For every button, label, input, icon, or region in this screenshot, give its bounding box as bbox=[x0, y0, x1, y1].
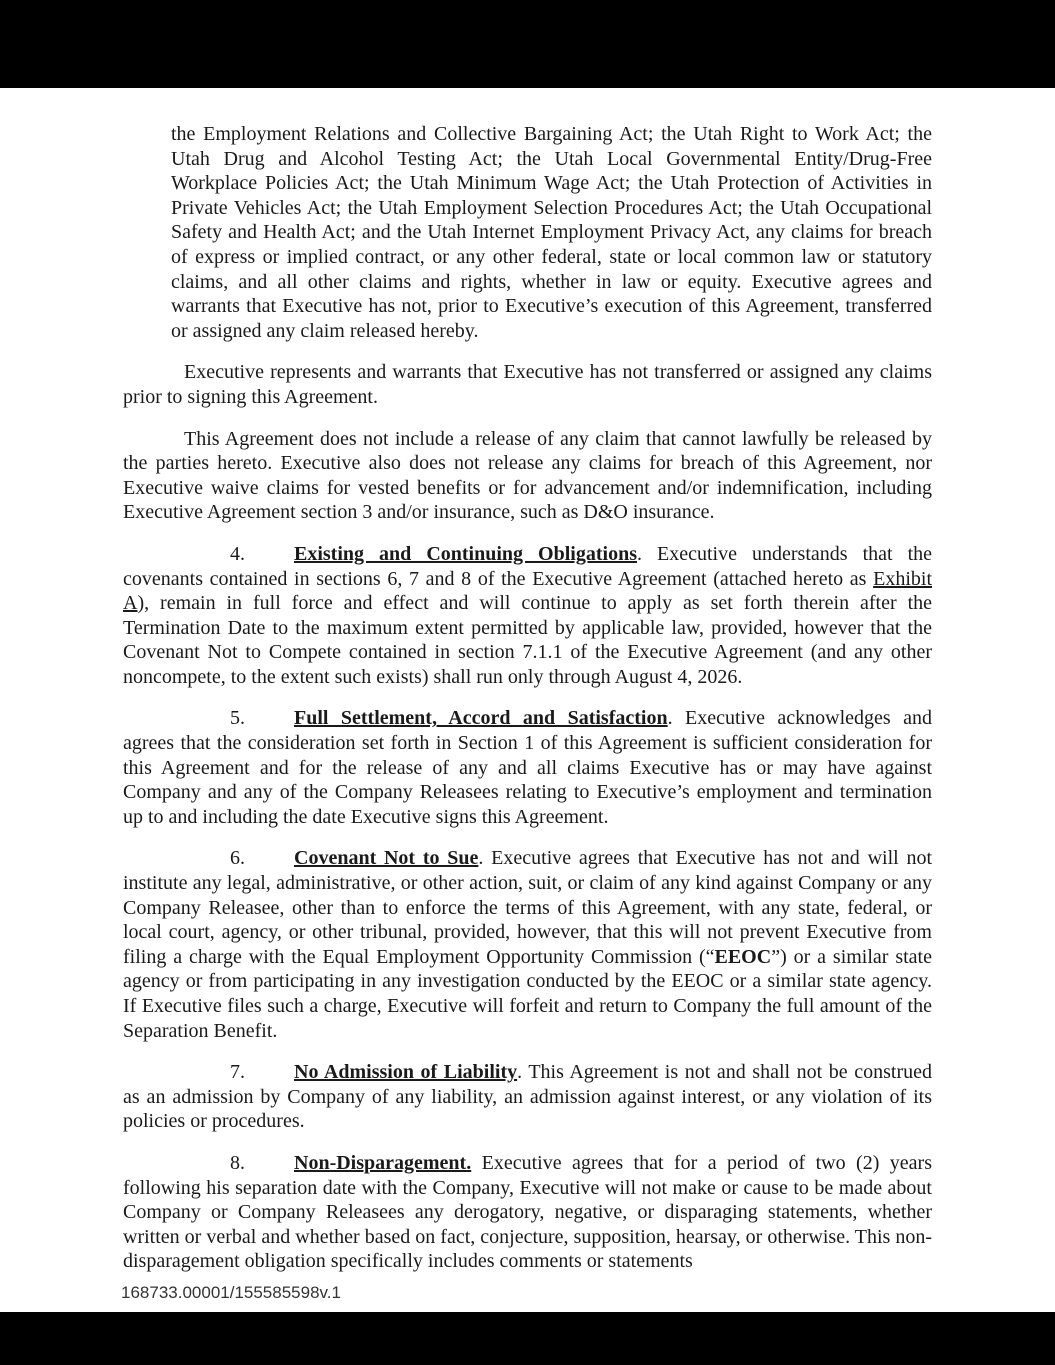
section-number: 5. bbox=[230, 707, 245, 730]
text-run: This Agreement does not include a release of any claim that cannot lawfully be released by the parties hereto. Executive also does not release any claims for breach of this Agreement, nor Executive waive claims for vested benefits or for advancement and/or indemnification, including Executive Agreement section 3 and/or insurance, such as D&O insurance. bbox=[123, 427, 932, 524]
emphasized-text-run: Covenant Not to Sue bbox=[294, 847, 479, 870]
section-number: 7. bbox=[230, 1061, 245, 1084]
text-run: . Executive agrees that Executive has not and will not institute any legal, administrative, or other action, suit, or claim of any kind against Company or any Company Releasee, other than to enforce the terms of this Agreement, with any state, federal, or local court, agency, or other tribunal, provided, however, that this will not prevent Executive from filing a charge with the Equal Employment Opportunity Commission (“ bbox=[123, 847, 933, 968]
section-8-non-disparagement bbox=[123, 1151, 932, 1274]
emphasized-text-run: Non-Disparagement. bbox=[294, 1151, 472, 1174]
emphasized-text-run: No Admission of Liability bbox=[294, 1061, 518, 1084]
section-6-covenant-not-to-sue bbox=[123, 846, 932, 1043]
emphasized-text-run: Exhibit A bbox=[123, 567, 932, 615]
text-run: . Executive understands that the covenants contained in sections 6, 7 and 8 of the Executive Agreement (attached hereto as bbox=[123, 542, 933, 590]
emphasized-text-run: Existing and Continuing Obligations bbox=[294, 542, 637, 565]
text-run: ”) or a similar state agency or from participating in any investigation conducted by the EEOC or a similar state agency. If Executive files such a charge, Executive will forfeit and return to Company the full amount of the Separation Benefit. bbox=[123, 945, 932, 1042]
section-5-full-settlement-accord-and-satisfaction bbox=[123, 706, 932, 829]
no-transfer-of-claims-paragraph bbox=[123, 360, 932, 409]
letterbox-top bbox=[0, 0, 1055, 88]
section-4-existing-and-continuing-obligations bbox=[123, 542, 932, 690]
text-run: Executive represents and warrants that Executive has not transferred or assigned any claims prior to signing this Agreement. bbox=[123, 361, 932, 408]
section-7-no-admission-of-liability bbox=[123, 1060, 932, 1134]
text-run: . This Agreement is not and shall not be construed as an admission by Company of any liability, an admission against interest, or any violation of its policies or procedures. bbox=[123, 1061, 932, 1133]
emphasized-text-run: EEOC bbox=[714, 945, 772, 968]
text-run: the Employment Relations and Collective Bargaining Act; the Utah Right to Work Act; the Utah Drug and Alcohol Testing Act; the Utah Local Governmental Entity/Drug-Free Workplace Policies Act; the Utah Minimum Wage Act; the Utah Protection of Activities in Private Vehicles Act; the Utah Employment Selection Procedures Act; the Utah Occupational Safety and Health Act; and the Utah Internet Employment Privacy Act, any claims for breach of express or implied contract, or any other federal, state or local common law or statutory claims, and all other claims and rights, whether in law or equity. Executive agrees and warrants that Executive has not, prior to Executive’s execution of this Agreement, transferred or assigned any claim released hereby. bbox=[171, 123, 932, 342]
document-body bbox=[123, 122, 932, 1291]
emphasized-text-run: Full Settlement, Accord and Satisfaction bbox=[294, 707, 668, 730]
text-run: Executive agrees that for a period of two (2) years following his separation date with the Company, Executive will not make or cause to be made about Company or Company Releasees any derogatory, negative, or disparaging statements, whether written or verbal and whether based on fact, conjecture, supposition, hearsay, or otherwise. This non-disparagement obligation specifically includes comments or statements bbox=[123, 1151, 932, 1273]
section-number: 6. bbox=[230, 847, 245, 870]
section-number: 4. bbox=[230, 542, 245, 565]
claims-not-released-paragraph bbox=[123, 427, 932, 525]
text-run: ), remain in full force and effect and will continue to apply as set forth therein after the Termination Date to the maximum extent permitted by applicable law, provided, however that the Covenant Not to Compete contained in section 7.1.1 of the Executive Agreement (and any other noncompete, to the extent such exists) shall run only through August 4, 2026. bbox=[123, 592, 932, 688]
text-run: . Executive acknowledges and agrees that the consideration set forth in Section 1 of this Agreement is sufficient consideration for this Agreement and for the release of any and all claims Executive has or may have against Company and any of the Company Releasees relating to Executive’s employment and termination up to and including the date Executive signs this Agreement. bbox=[123, 707, 932, 828]
released-claims-continuation-paragraph bbox=[171, 122, 932, 343]
letterbox-bottom bbox=[0, 1312, 1055, 1365]
section-number: 8. bbox=[230, 1151, 245, 1174]
document-id-footer: 168733.00001/155585598v.1 bbox=[121, 1283, 341, 1302]
